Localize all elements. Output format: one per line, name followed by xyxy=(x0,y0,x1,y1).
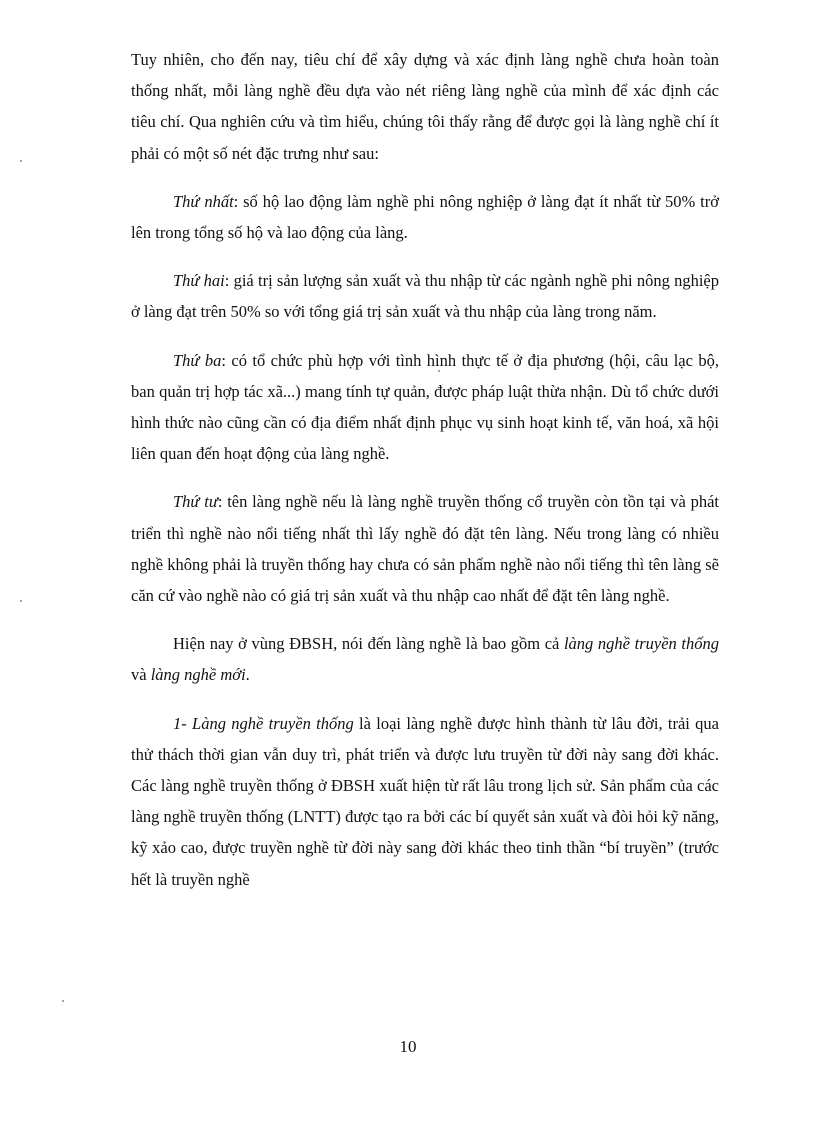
scan-artifact xyxy=(20,600,22,602)
criterion-1-text: : số hộ lao động làm nghề phi nông nghiệp ở làng đạt ít nhất từ 50% trở lên trong tổng số hộ và lao động của làng. xyxy=(131,191,719,243)
traditional-village-term: làng nghề truyền thống xyxy=(563,634,719,654)
paragraph-intro: Tuy nhiên, cho đến nay, tiêu chí để xây dựng và xác định làng nghề chưa hoàn toàn thống nhất, mỗi làng nghề đều dựa vào nét riêng làng nghề của mình để xác định các tiêu chí. Qua nghiên cứu và tìm hiểu, chúng tôi thấy rằng để được gọi là làng nghề chí ít phải có một số nét đặc trưng như sau: xyxy=(131,50,719,163)
paragraph-criterion-1 xyxy=(131,186,719,248)
criterion-4-text: : tên làng nghề nếu là làng nghề truyền thống cổ truyền còn tồn tại và phát triển thì nghề nào nổi tiếng nhất thì lấy nghề đó đặt tên làng. Nếu trong làng có nhiều nghề không phải là truyền thống hay chưa có sản phẩm nghề nào nổi tiếng thì tên làng sẽ căn cứ vào nghề nào có giá trị sản xuất và thu nhập cao nhất để đặt tên làng nghề. xyxy=(131,492,720,606)
paragraph-criterion-3 xyxy=(131,345,719,470)
paragraph-traditional-villages xyxy=(131,708,719,895)
criterion-3-text: : có tổ chức phù hợp với tình hình thực tế ở địa phương (hội, câu lạc bộ, ban quản trị hợp tác xã...) mang tính tự quản, được pháp luật thừa nhận. Dù tổ chức dưới hình thức nào cũng cần có địa điểm nhất định phục vụ sinh hoạt kinh tế, văn hoá, xã hội liên quan đến hoạt động của làng nghề. xyxy=(131,350,719,464)
traditional-villages-heading: 1- Làng nghề truyền thống xyxy=(173,713,354,733)
scan-artifact xyxy=(438,370,440,372)
paragraph-criterion-2 xyxy=(131,265,719,327)
criterion-4-label: Thứ tư xyxy=(173,492,218,512)
new-village-term: làng nghề mới xyxy=(150,665,246,685)
village-types-end: . xyxy=(245,665,250,685)
criterion-3-label: Thứ ba xyxy=(173,350,222,370)
paragraph-village-types xyxy=(131,628,719,690)
criterion-2-label: Thứ hai xyxy=(173,271,225,291)
village-types-text: Hiện nay ở vùng ĐBSH, nói đến làng nghề là bao gồm cả xyxy=(173,634,564,654)
page-body xyxy=(131,44,719,895)
criterion-2-text: : giá trị sản lượng sản xuất và thu nhập từ các ngành nghề phi nông nghiệp ở làng đạt trên 50% so với tổng giá trị sản xuất và thu nhập của làng trong năm. xyxy=(131,271,719,322)
page-number: 10 xyxy=(399,1037,417,1056)
scan-artifact xyxy=(20,160,22,162)
paragraph-criterion-4 xyxy=(131,486,719,611)
scan-artifact xyxy=(62,1000,64,1002)
criterion-1-label: Thứ nhất xyxy=(173,191,234,211)
village-types-connector: và xyxy=(131,665,151,685)
traditional-villages-text: là loại làng nghề được hình thành từ lâu đời, trải qua thử thách thời gian vẫn duy trì, phát triển và được lưu truyền từ đời này sang đời khác. Các làng nghề truyền thống ở ĐBSH xuất hiện từ rất lâu trong lịch sử. Sản phẩm của các làng nghề truyền thống (LNTT) được tạo ra bởi các bí quyết sản xuất và đòi hỏi kỹ năng, kỹ xảo cao, được truyền nghề từ đời này sang đời khác theo tinh thần “bí truyền” (trước hết là truyền nghề xyxy=(131,713,720,889)
